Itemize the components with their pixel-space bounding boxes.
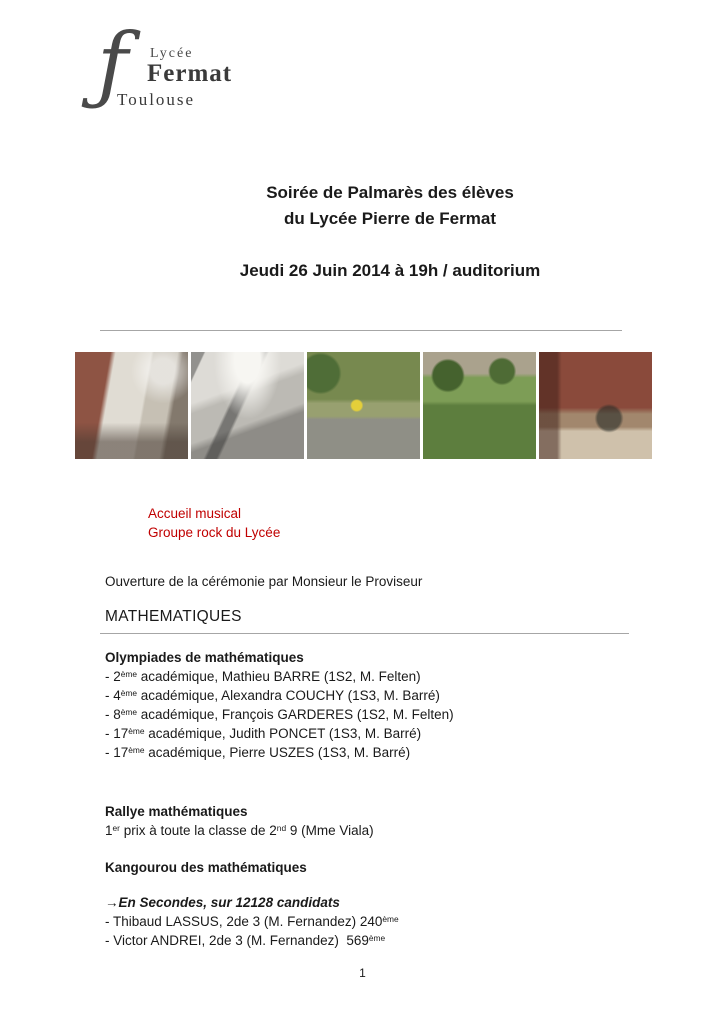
- students-studying-photo: [539, 352, 652, 459]
- logo-text-fermat: Fermat: [147, 60, 233, 87]
- olympiades-item: - 2ème académique, Mathieu BARRE (1S2, M. Felten): [105, 669, 421, 684]
- school-entrance-street-photo: [75, 352, 188, 459]
- courtyard-ball-game-photo: [307, 352, 420, 459]
- kangourou-heading: Kangourou des mathématiques: [105, 860, 307, 875]
- title-line-2: du Lycée Pierre de Fermat: [284, 209, 496, 228]
- title-line-1: Soirée de Palmarès des élèves: [266, 183, 514, 202]
- kangourou-item: - Victor ANDREI, 2de 3 (M. Fernandez) 569ème: [105, 933, 386, 948]
- olympiades-item: - 17ème académique, Judith PONCET (1S3, M. Barré): [105, 726, 422, 741]
- document-title: [110, 180, 670, 284]
- musical-line-1: Accueil musical: [148, 506, 242, 521]
- lycee-fermat-logo: [95, 15, 255, 120]
- olympiades-heading: Olympiades de mathématiques: [105, 650, 304, 665]
- math-section-content: [105, 648, 625, 950]
- logo-text-toulouse: Toulouse: [117, 90, 196, 109]
- fermat-f-glyph: ƒ: [97, 15, 129, 113]
- horizontal-rule: [100, 330, 622, 331]
- garden-lawn-photo: [423, 352, 536, 459]
- interior-staircase-photo: [191, 352, 304, 459]
- photo-strip: [75, 352, 652, 459]
- kangourou-item: - Thibaud LASSUS, 2de 3 (M. Fernandez) 240ème: [105, 914, 399, 929]
- title-line-3: Jeudi 26 Juin 2014 à 19h / auditorium: [239, 261, 541, 280]
- olympiades-item: - 8ème académique, François GARDERES (1S2, M. Felten): [105, 707, 454, 722]
- ceremony-opening-line: Ouverture de la cérémonie par Monsieur le Proviseur: [105, 573, 423, 589]
- musical-line-2: Groupe rock du Lycée: [148, 525, 281, 540]
- rallye-heading: Rallye mathématiques: [105, 804, 248, 819]
- olympiades-item: - 4ème académique, Alexandra COUCHY (1S3, M. Barré): [105, 688, 440, 703]
- olympiades-item: - 17ème académique, Pierre USZES (1S3, M. Barré): [105, 745, 411, 760]
- rallye-result-line: 1er prix à toute la classe de 2nd 9 (Mme Viala): [105, 823, 374, 838]
- section-heading-mathematiques: MATHEMATIQUES: [100, 608, 629, 634]
- page-number: 1: [359, 966, 366, 980]
- logo-text-lycee: Lycée: [150, 46, 194, 61]
- kangourou-subheading: →En Secondes, sur 12128 candidats: [105, 895, 340, 910]
- musical-welcome-block: [148, 504, 280, 542]
